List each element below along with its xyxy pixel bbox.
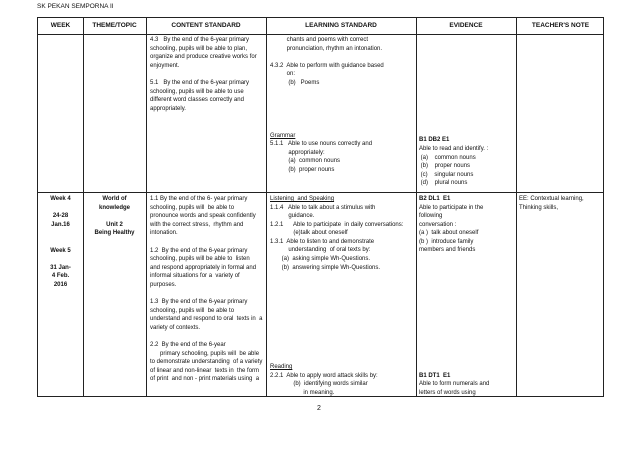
reading-heading: Reading xyxy=(270,364,293,370)
row2-learning-listening-line: guidance. xyxy=(270,213,315,220)
row1-evidence-line: (d) plural nouns xyxy=(419,180,468,187)
grammar-heading: Grammar xyxy=(270,133,296,139)
row2-evidence-2 xyxy=(419,380,514,397)
row2-content-standard-line: 1.3 By the end of the 6-year primary xyxy=(150,299,248,306)
row2-learning-listening-line: (b) answering simple Wh-Questions. xyxy=(270,264,381,271)
listening-heading: Listening and Speaking xyxy=(270,196,335,202)
header-week: WEEK xyxy=(50,22,71,29)
row2-content-standard-line: purposes. xyxy=(150,281,177,288)
row2-week-line: Week 4 xyxy=(50,196,71,202)
row2-content-standard-line: understand and respond to oral texts in a xyxy=(150,316,263,323)
row1-content-standard-line: schooling, pupils will be able to plan, xyxy=(150,45,248,52)
col-divider xyxy=(266,18,267,396)
row2-evidence-1-line: members and friends xyxy=(419,247,476,254)
row1-learning-grammar-line: appropriately: xyxy=(270,149,325,156)
row2-evidence-2-line: Able to form numerals and xyxy=(419,381,490,387)
row2-content-standard-line: pronounce words and speak confidently xyxy=(150,213,256,220)
row2-theme-line xyxy=(83,212,146,221)
row2-learning-listening-line: 1.3.1 Able to listen to and demonstrate xyxy=(270,238,375,245)
row2-theme xyxy=(83,195,146,238)
row2-week-line xyxy=(38,238,83,247)
row2-week-line: 31 Jan- xyxy=(50,264,71,271)
row2-evidence-2-line: letters of words using xyxy=(419,389,476,396)
row2-theme-line: Unit 2 xyxy=(106,221,123,228)
row2-evidence-1-line: Able to participate in the xyxy=(419,204,484,211)
row1-learning-grammar-line: (b) proper nouns xyxy=(270,166,335,173)
row2-learning-listening-line: (a) asking simple Wh-Questions. xyxy=(270,256,371,263)
col-divider xyxy=(416,18,417,396)
row2-content-standard-line: informal situations for a variety of xyxy=(150,273,240,280)
row2-evidence-1-line: (b ) introduce family xyxy=(419,238,474,245)
row2-teachers-note-line: Thinking skills, xyxy=(519,204,559,211)
row1-learning-standard-top xyxy=(270,36,414,88)
row2-learning-listening-line: (e)talk about oneself xyxy=(270,230,348,237)
row1-evidence-line: (b) proper nouns xyxy=(419,163,471,170)
row1-content-standard-line: different word classes correctly and xyxy=(150,97,244,104)
row2-week-line: 2016 xyxy=(53,281,68,288)
row2-content-standard-line: to demonstrate understanding of a variety xyxy=(150,359,263,366)
header-learning-standard: LEARNING STANDARD xyxy=(305,22,377,29)
row2-teachers-note-line: EE: Contextual learning, xyxy=(519,196,584,202)
row2-week xyxy=(38,195,83,290)
row2-week-line xyxy=(38,255,83,264)
row2-content-standard-line: 1.2 By the end of the 6-year primary xyxy=(150,247,248,254)
row2-content-standard-line: 2.2 By the end of the 6-year xyxy=(150,342,226,349)
row2-content-standard-line xyxy=(150,333,264,342)
header-teachers-note: TEACHER'S NOTE xyxy=(531,22,590,29)
row2-content-standard-line: 1.1 By the end of the 6- year primary xyxy=(150,196,248,202)
row2-evidence-code-2: B1 DT1 E1 xyxy=(419,372,451,379)
header-content-standard: CONTENT STANDARD xyxy=(171,22,241,29)
row2-theme-line: World of xyxy=(102,196,127,202)
row2-evidence-1-line: following xyxy=(419,213,443,220)
row2-content-standard-line: intonation. xyxy=(150,230,178,237)
header-evidence: EVIDENCE xyxy=(449,22,483,29)
row2-learning-reading xyxy=(270,372,414,398)
col-divider xyxy=(146,18,147,396)
row1-content-standard xyxy=(150,36,264,113)
row2-content-standard-line xyxy=(150,238,264,247)
row2-learning-reading-line: in meaning. xyxy=(270,389,335,396)
row2-content-standard-line: schooling, pupils will be able to xyxy=(150,204,235,211)
row2-content-standard-line: schooling, pupils will be able to listen xyxy=(150,256,250,263)
row1-evidence xyxy=(419,145,514,188)
row1-evidence-line: (a) common nouns xyxy=(419,154,476,161)
row1-content-standard-line: organize and produce creative works for xyxy=(150,54,257,61)
row2-learning-listening-line: understanding of oral texts by: xyxy=(270,247,371,254)
row2-evidence-1 xyxy=(419,204,514,256)
row1-learning-standard-top-line: (b) Poems xyxy=(270,79,320,86)
row1-content-standard-line: 5.1 By the end of the 6-year primary xyxy=(150,79,250,86)
row2-learning-listening xyxy=(270,204,414,273)
row1-learning-standard-top-line xyxy=(270,53,414,62)
row1-evidence-line: (c) singular nouns xyxy=(419,171,474,178)
row2-content-standard-line: primary schooling, pupils will be able xyxy=(150,350,260,357)
row1-learning-standard-top-line: pronunciation, rhythm an intonation. xyxy=(270,45,383,52)
row1-learning-standard-top-line: on: xyxy=(270,71,296,78)
row2-theme-line: knowledge xyxy=(98,204,130,211)
row1-learning-grammar-line: (a) common nouns xyxy=(270,158,341,165)
row2-week-line: 24-28 xyxy=(52,213,69,220)
row1-learning-standard-top-line: chants and poems with correct xyxy=(270,37,369,43)
row2-teachers-note xyxy=(519,195,603,212)
row2-week-line xyxy=(38,229,83,238)
row1-learning-grammar-line: 5.1.1 Able to use nouns correctly and xyxy=(270,141,373,147)
row2-learning-reading-line: (b) identifying words similar xyxy=(270,381,368,388)
col-divider xyxy=(516,18,517,396)
row1-evidence-line: Able to read and identify. : xyxy=(419,146,489,152)
row1-content-standard-line: appropriately. xyxy=(150,105,186,112)
row1-evidence-code: B1 DB2 E1 xyxy=(419,137,450,143)
row1-learning-grammar xyxy=(270,140,414,174)
row-divider xyxy=(38,192,603,193)
row2-content-standard-line: schooling, pupils will be able to xyxy=(150,307,235,314)
row2-content-standard-line xyxy=(150,290,264,299)
row2-content-standard-line: and respond appropriately in formal and xyxy=(150,264,257,271)
header-theme: THEME/TOPIC xyxy=(92,22,137,29)
row2-learning-listening-line: 1.1.4 Able to talk about a stimulus with xyxy=(270,204,376,211)
row2-learning-reading-line: 2.2.1 Able to apply word attack skills by: xyxy=(270,372,378,379)
row1-learning-standard-top-line: 4.3.2 Able to perform with guidance based xyxy=(270,62,384,69)
row2-evidence-1-line: conversation : xyxy=(419,221,457,228)
header-divider xyxy=(38,34,603,35)
row2-week-line: Jan.16 xyxy=(51,221,70,228)
row1-content-standard-line xyxy=(150,70,264,79)
row2-evidence-code-1: B2 DL1 E1 xyxy=(419,196,451,202)
row2-evidence-1-line: (a ) talk about oneself xyxy=(419,230,479,237)
school-name: SK PEKAN SEMPORNA II xyxy=(37,3,114,10)
row2-content-standard-line: of print and non - print materials using a xyxy=(150,376,260,383)
row2-content-standard-line: variety of contexts. xyxy=(150,324,201,331)
row2-week-line: 4 Feb. xyxy=(51,273,70,280)
row2-week-line xyxy=(38,204,83,213)
page-number: 2 xyxy=(317,405,321,412)
scheme-of-work-table xyxy=(37,17,604,397)
row2-learning-listening-line: 1.2.1 Able to participate in daily conversations: xyxy=(270,221,404,228)
row1-content-standard-line: enjoyment. xyxy=(150,62,180,69)
row2-content-standard-line: of linear and non-linear texts in the form xyxy=(150,367,260,374)
row1-content-standard-line: schooling, pupils will be able to use xyxy=(150,88,244,95)
row1-content-standard-line: 4.3 By the end of the 6-year primary xyxy=(150,37,250,43)
row2-content-standard xyxy=(150,195,264,384)
row2-week-line: Week 5 xyxy=(50,247,71,254)
row2-content-standard-line: with the correct stress, rhythm and xyxy=(150,221,244,228)
row2-theme-line: Being Healthy xyxy=(94,230,135,237)
